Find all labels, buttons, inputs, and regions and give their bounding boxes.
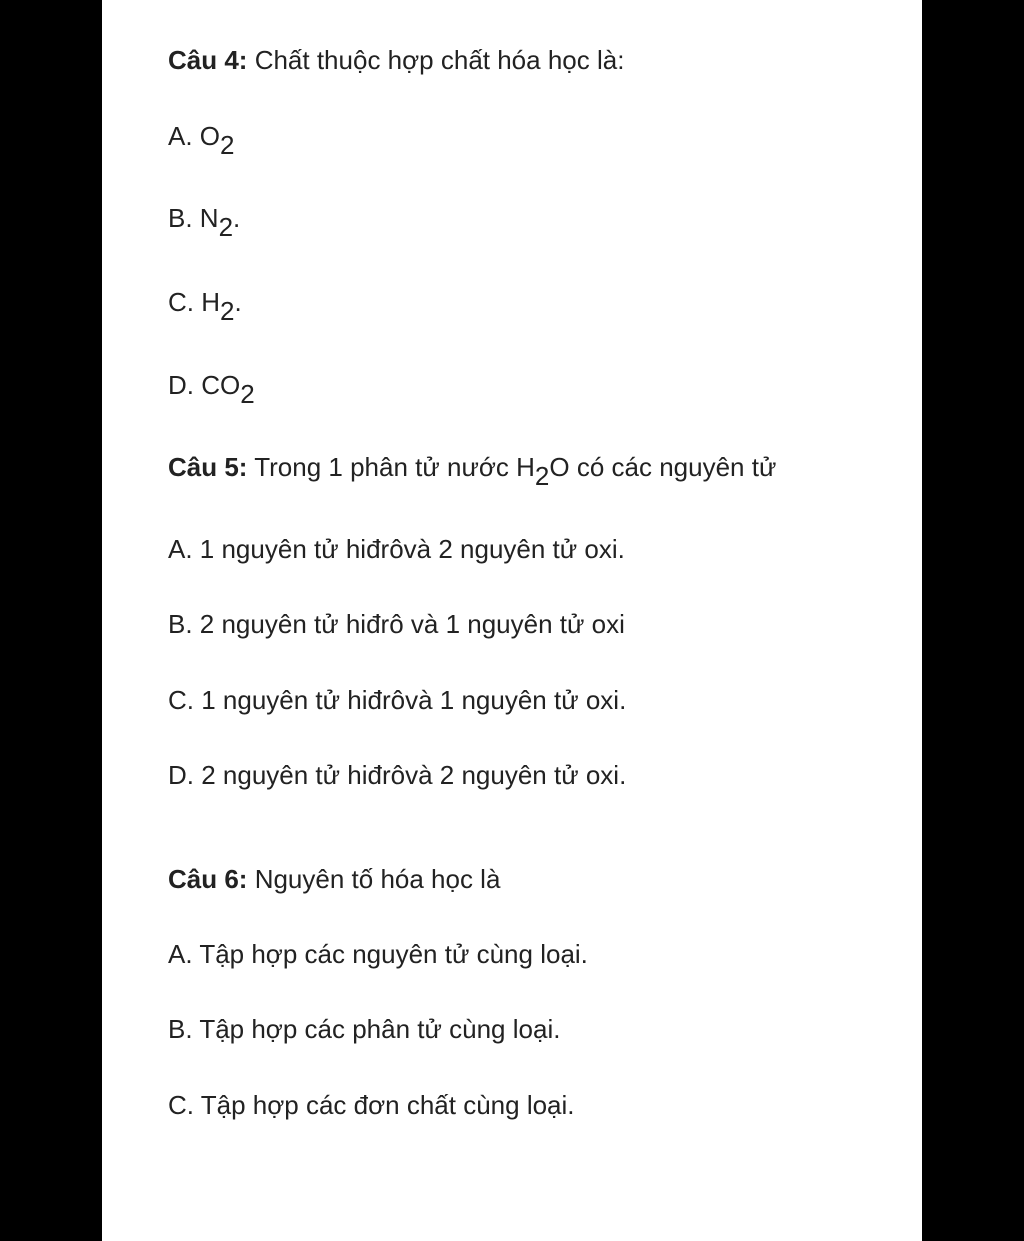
question-6-text: Nguyên tố hóa học là xyxy=(247,864,501,894)
question-4-text: Chất thuộc hợp chất hóa học là: xyxy=(247,45,625,75)
option-text: B. N xyxy=(168,203,219,233)
question-6 xyxy=(168,863,500,895)
question-5-label: Câu 5: xyxy=(168,452,248,482)
question-5-option-a: A. 1 nguyên tử hiđrôvà 2 nguyên tử oxi. xyxy=(168,534,625,564)
option-text: D. CO xyxy=(168,370,241,400)
subscript: 2 xyxy=(220,130,235,160)
question-6-option-a: A. Tập hợp các nguyên tử cùng loại. xyxy=(168,939,588,969)
option-suffix: . xyxy=(234,287,242,317)
subscript: 2 xyxy=(218,212,234,242)
question-5-option-b: B. 2 nguyên tử hiđrô và 1 nguyên tử oxi xyxy=(168,609,625,639)
subscript: 2 xyxy=(220,296,235,326)
document-page xyxy=(102,0,922,1241)
question-4-option-c xyxy=(168,286,242,326)
question-5-text-end: O có các nguyên tử xyxy=(549,452,777,482)
question-5 xyxy=(168,451,777,491)
question-5-option-c: C. 1 nguyên tử hiđrôvà 1 nguyên tử oxi. xyxy=(168,685,627,715)
question-4-option-a xyxy=(168,120,235,160)
question-4 xyxy=(168,44,624,76)
question-4-option-d xyxy=(168,369,255,409)
option-text: A. O xyxy=(168,121,221,151)
option-text: C. H xyxy=(168,287,220,317)
subscript: 2 xyxy=(534,461,550,491)
question-6-option-c: C. Tập hợp các đơn chất cùng loại. xyxy=(168,1090,575,1120)
question-5-option-d: D. 2 nguyên tử hiđrôvà 2 nguyên tử oxi. xyxy=(168,760,627,790)
subscript: 2 xyxy=(240,379,255,409)
question-6-label: Câu 6: xyxy=(168,864,248,894)
question-4-option-b xyxy=(168,202,241,242)
question-6-option-b: B. Tập hợp các phân tử cùng loại. xyxy=(168,1014,561,1044)
question-4-label: Câu 4: xyxy=(168,45,248,75)
option-suffix: . xyxy=(233,203,241,233)
question-5-text: Trong 1 phân tử nước H xyxy=(247,452,535,482)
